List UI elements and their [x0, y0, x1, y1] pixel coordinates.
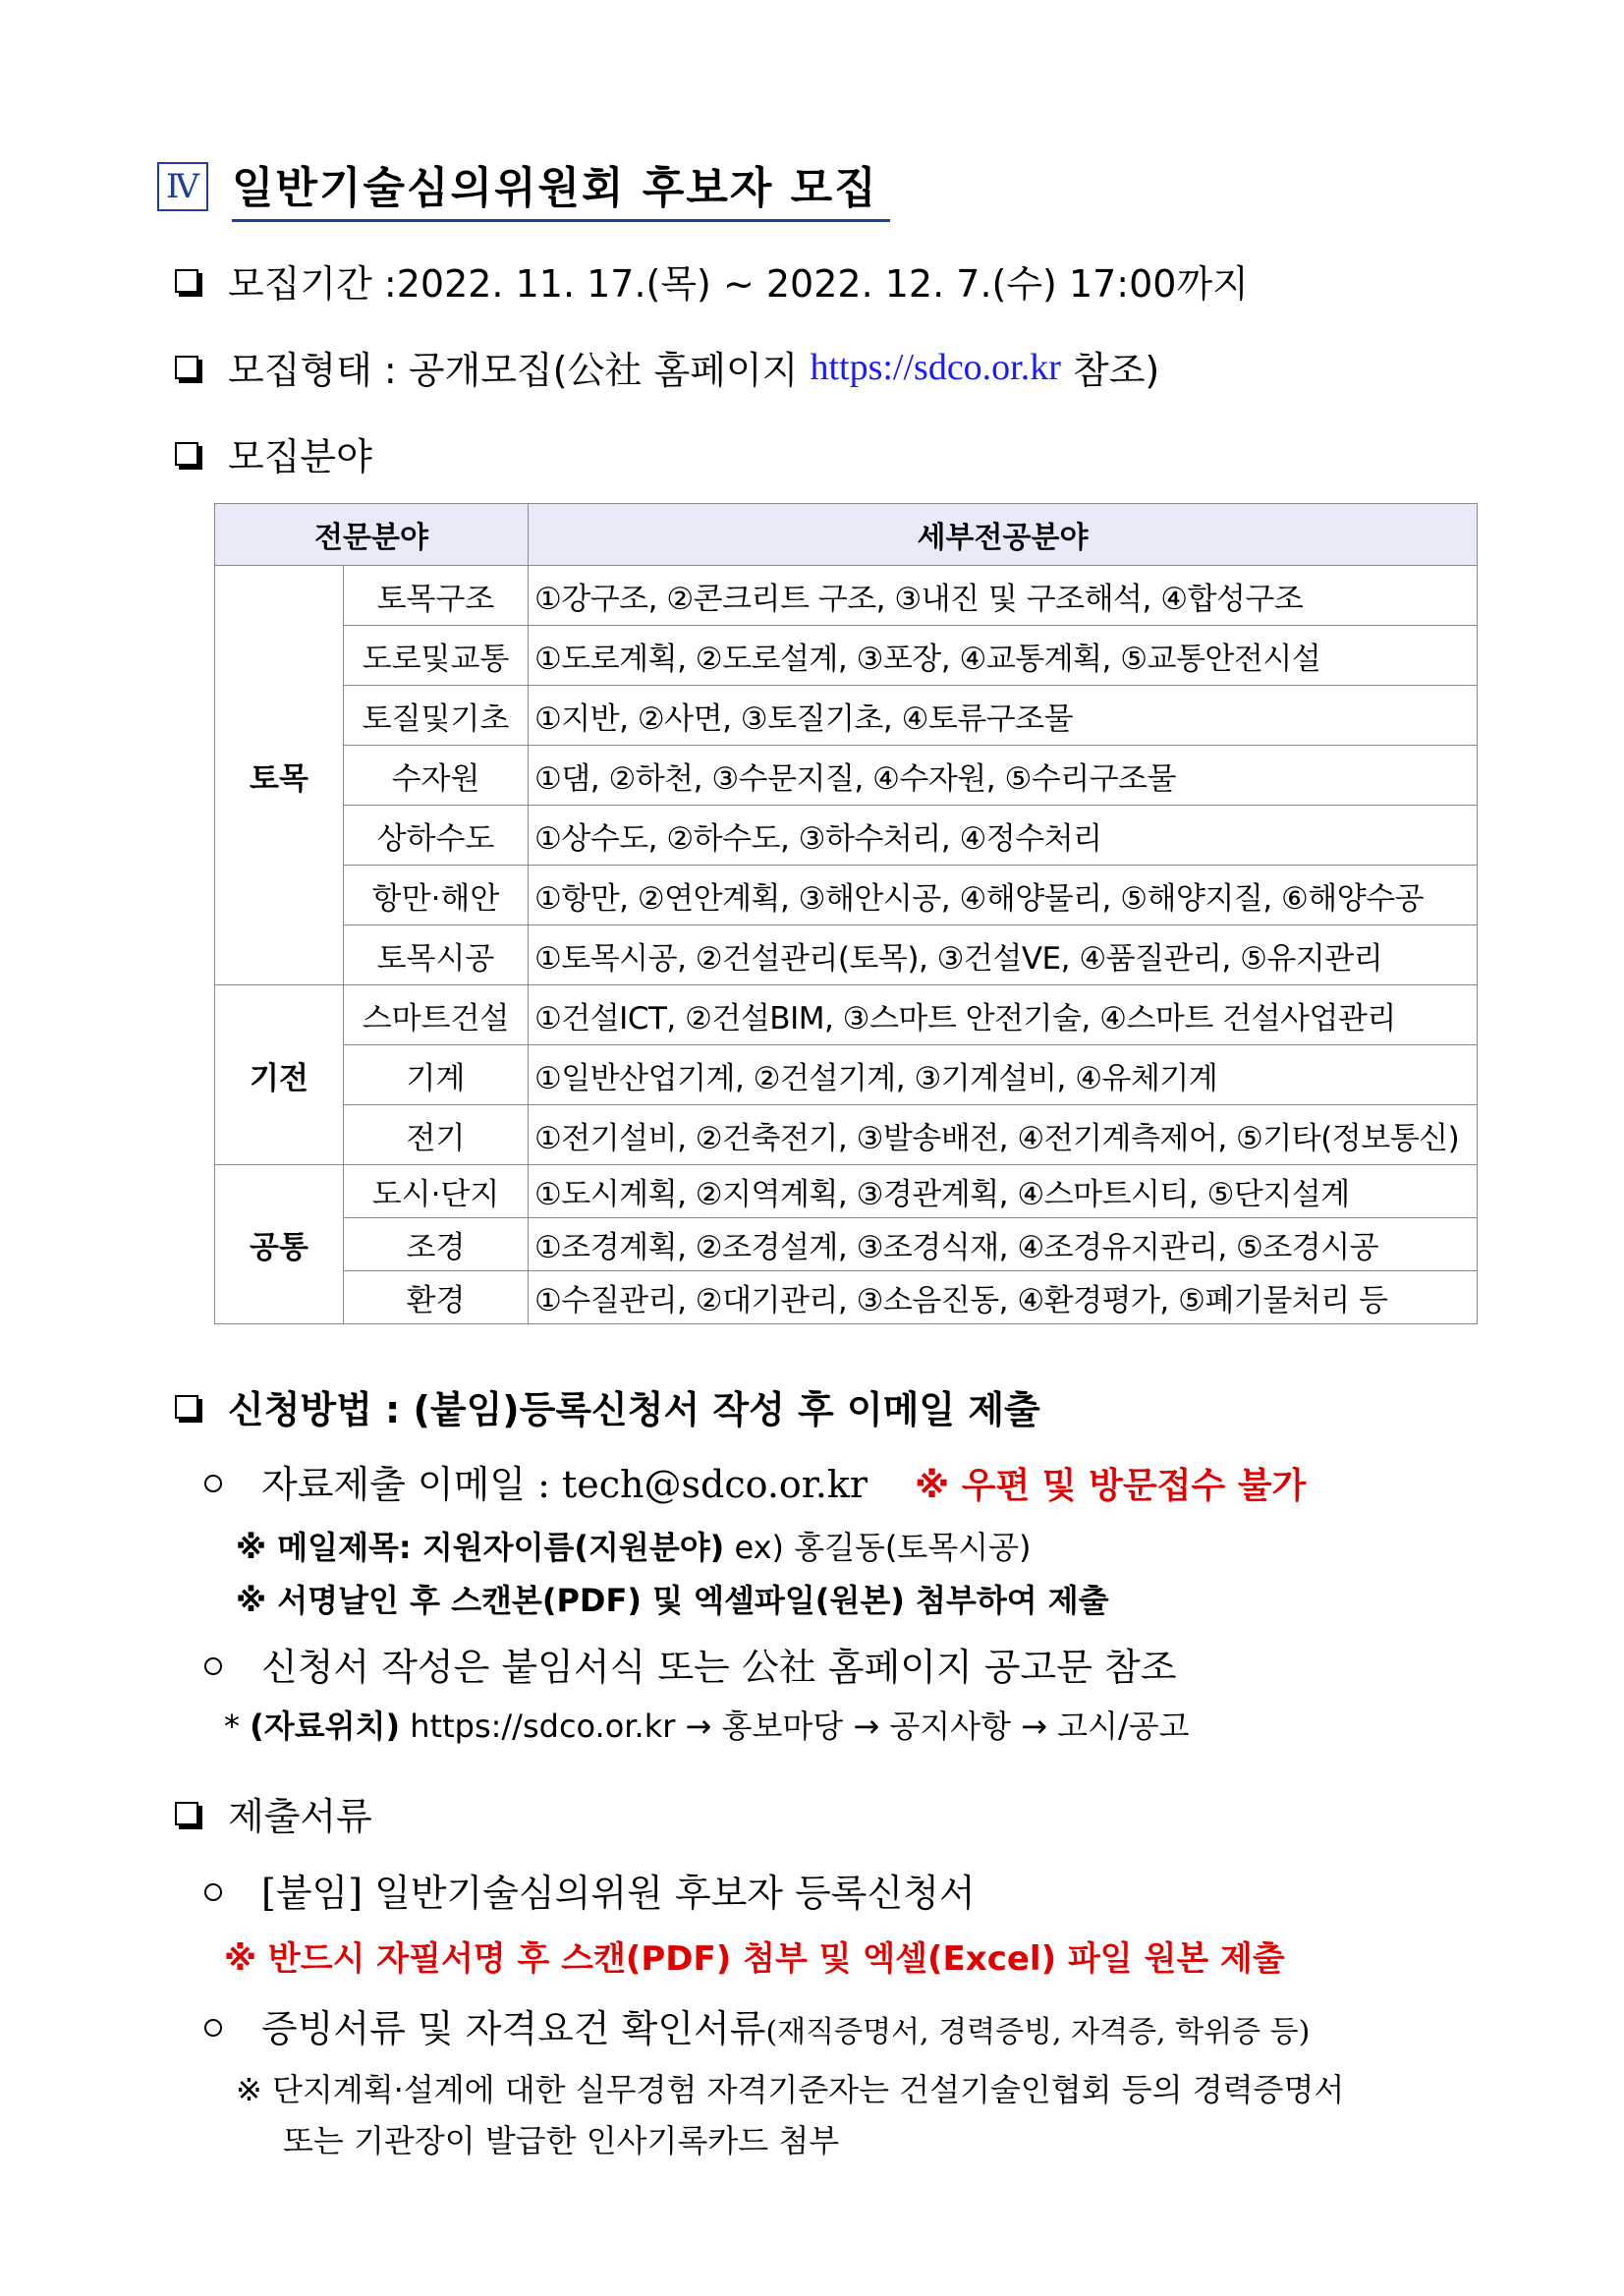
square-bullet-icon: [175, 442, 198, 466]
header-sub-field: 세부전공분야: [529, 504, 1478, 566]
homepage-link[interactable]: https://sdco.or.kr: [810, 346, 1061, 388]
email-warning: ※ 우편 및 방문접수 불가: [915, 1466, 1307, 1506]
detail-cell: ①항만, ②연안계획, ③해안시공, ④해양물리, ⑤해양지질, ⑥해양수공: [529, 866, 1478, 925]
table-row: [215, 1045, 1478, 1105]
form-guide-row: [204, 1637, 1176, 1691]
docs-row: [175, 1786, 372, 1840]
detail-cell: ①전기설비, ②건축전기, ③발송배전, ④전기계측제어, ⑤기타(정보통신): [529, 1105, 1478, 1165]
header-main-field: 전문분야: [215, 504, 529, 566]
section-numeral: Ⅳ: [157, 162, 208, 211]
category-cell: 공통: [215, 1165, 344, 1324]
docs-note-line-1: ※ 단지계획·설계에 대한 실무경험 자격기준자는 건설기술인협회 등의 경력증명서: [236, 2071, 1345, 2108]
subfield-cell: 토목시공: [344, 925, 529, 985]
table-row: [215, 1218, 1478, 1271]
category-cell: 기전: [215, 985, 344, 1165]
form-label: 모집형태 :: [228, 349, 409, 392]
docs-item-2-paren: (재직증명서, 경력증빙, 자격증, 학위증 등): [765, 2015, 1311, 2049]
subfield-cell: 도로및교통: [344, 626, 529, 686]
mail-subject-label: ※ 메일제목: 지원자이름(지원분야): [236, 1529, 725, 1566]
detail-cell: ①지반, ②사면, ③토질기초, ④토류구조물: [529, 686, 1478, 746]
period-row: [175, 253, 1249, 308]
email-label: 자료제출 이메일 :: [261, 1463, 562, 1506]
detail-cell: ①상수도, ②하수도, ③하수처리, ④정수처리: [529, 806, 1478, 866]
table-row: [215, 746, 1478, 806]
table-row: [215, 925, 1478, 985]
form-row: [175, 340, 1159, 394]
location-label: (자료위치): [250, 1708, 401, 1745]
table-row: [215, 1271, 1478, 1324]
square-bullet-icon: [175, 1802, 198, 1825]
circle-bullet-icon: [204, 1657, 222, 1675]
table-row: [215, 806, 1478, 866]
circle-bullet-icon: [204, 1883, 222, 1901]
docs-note-line-2: 또는 기관장이 발급한 인사기록카드 첨부: [283, 2122, 840, 2159]
detail-cell: ①토목시공, ②건설관리(토목), ③건설VE, ④품질관리, ⑤유지관리: [529, 925, 1478, 985]
docs-item-1-warning: ※ 반드시 자필서명 후 스캔(PDF) 첨부 및 엑셀(Excel) 파일 원본 제출: [224, 1939, 1285, 1979]
detail-cell: ①일반산업기계, ②건설기계, ③기계설비, ④유체기계: [529, 1045, 1478, 1105]
attachment-note: ※ 서명날인 후 스캔본(PDF) 및 엑셀파일(원본) 첨부하여 제출: [236, 1582, 1109, 1619]
table-header-row: [215, 504, 1478, 566]
circle-bullet-icon: [204, 1475, 222, 1492]
docs-label: 제출서류: [228, 1795, 372, 1838]
docs-item-1-text: [붙임] 일반기술심의위원 후보자 등록신청서: [261, 1872, 976, 1915]
section-title: 일반기술심의위원회 후보자 모집: [232, 152, 890, 222]
table-row: [215, 566, 1478, 626]
fields-row: [175, 426, 372, 480]
section-heading: [157, 157, 890, 216]
location-note: [224, 1702, 1190, 1747]
subfield-cell: 도시·단지: [344, 1165, 529, 1218]
square-bullet-icon: [175, 1395, 198, 1419]
apply-label: 신청방법 : (붙임)등록신청서 작성 후 이메일 제출: [228, 1388, 1040, 1431]
location-prefix: *: [224, 1708, 251, 1745]
subfield-cell: 전기: [344, 1105, 529, 1165]
table-row: [215, 686, 1478, 746]
detail-cell: ①도시계획, ②지역계획, ③경관계획, ④스마트시티, ⑤단지설계: [529, 1165, 1478, 1218]
square-bullet-icon: [175, 356, 198, 379]
mail-subject-example: ex) 홍길동(토목시공): [724, 1529, 1032, 1566]
table-row: [215, 1105, 1478, 1165]
docs-item-2-text: 증빙서류 및 자격요건 확인서류: [261, 2007, 766, 2050]
location-path: https://sdco.or.kr → 홍보마당 → 공지사항 → 고시/공고: [400, 1708, 1190, 1745]
detail-cell: ①조경계획, ②조경설계, ③조경식재, ④조경유지관리, ⑤조경시공: [529, 1218, 1478, 1271]
category-cell: 토목: [215, 566, 344, 985]
subfield-cell: 토질및기초: [344, 686, 529, 746]
square-bullet-icon: [175, 269, 198, 293]
form-guide-text: 신청서 작성은 붙임서식 또는 公社 홈페이지 공고문 참조: [261, 1646, 1177, 1689]
period-label: 모집기간 :: [228, 262, 397, 306]
subfield-cell: 항만·해안: [344, 866, 529, 925]
subfield-cell: 환경: [344, 1271, 529, 1324]
apply-row: [175, 1379, 1040, 1433]
form-text-before: 공개모집(公社 홈페이지: [408, 349, 811, 392]
form-text-after: 참조): [1060, 349, 1160, 392]
detail-cell: ①수질관리, ②대기관리, ③소음진동, ④환경평가, ⑤폐기물처리 등: [529, 1271, 1478, 1324]
mail-subject-note: [236, 1523, 1032, 1568]
table-row: [215, 626, 1478, 686]
docs-item-2: [204, 1998, 1310, 2052]
table-row: [215, 985, 1478, 1045]
table-row: [215, 866, 1478, 925]
subfield-cell: 상하수도: [344, 806, 529, 866]
email-row: [204, 1454, 1306, 1508]
detail-cell: ①건설ICT, ②건설BIM, ③스마트 안전기술, ④스마트 건설사업관리: [529, 985, 1478, 1045]
subfield-cell: 수자원: [344, 746, 529, 806]
fields-table: [214, 503, 1478, 1324]
detail-cell: ①강구조, ②콘크리트 구조, ③내진 및 구조해석, ④합성구조: [529, 566, 1478, 626]
email-address[interactable]: tech@sdco.or.kr: [562, 1463, 868, 1506]
period-value: 2022. 11. 17.(목) ~ 2022. 12. 7.(수) 17:00까지: [396, 262, 1249, 306]
fields-label: 모집분야: [228, 435, 372, 478]
detail-cell: ①댐, ②하천, ③수문지질, ④수자원, ⑤수리구조물: [529, 746, 1478, 806]
subfield-cell: 기계: [344, 1045, 529, 1105]
docs-item-1: [204, 1863, 976, 1917]
circle-bullet-icon: [204, 2019, 222, 2037]
table-row: [215, 1165, 1478, 1218]
detail-cell: ①도로계획, ②도로설계, ③포장, ④교통계획, ⑤교통안전시설: [529, 626, 1478, 686]
subfield-cell: 스마트건설: [344, 985, 529, 1045]
subfield-cell: 조경: [344, 1218, 529, 1271]
subfield-cell: 토목구조: [344, 566, 529, 626]
